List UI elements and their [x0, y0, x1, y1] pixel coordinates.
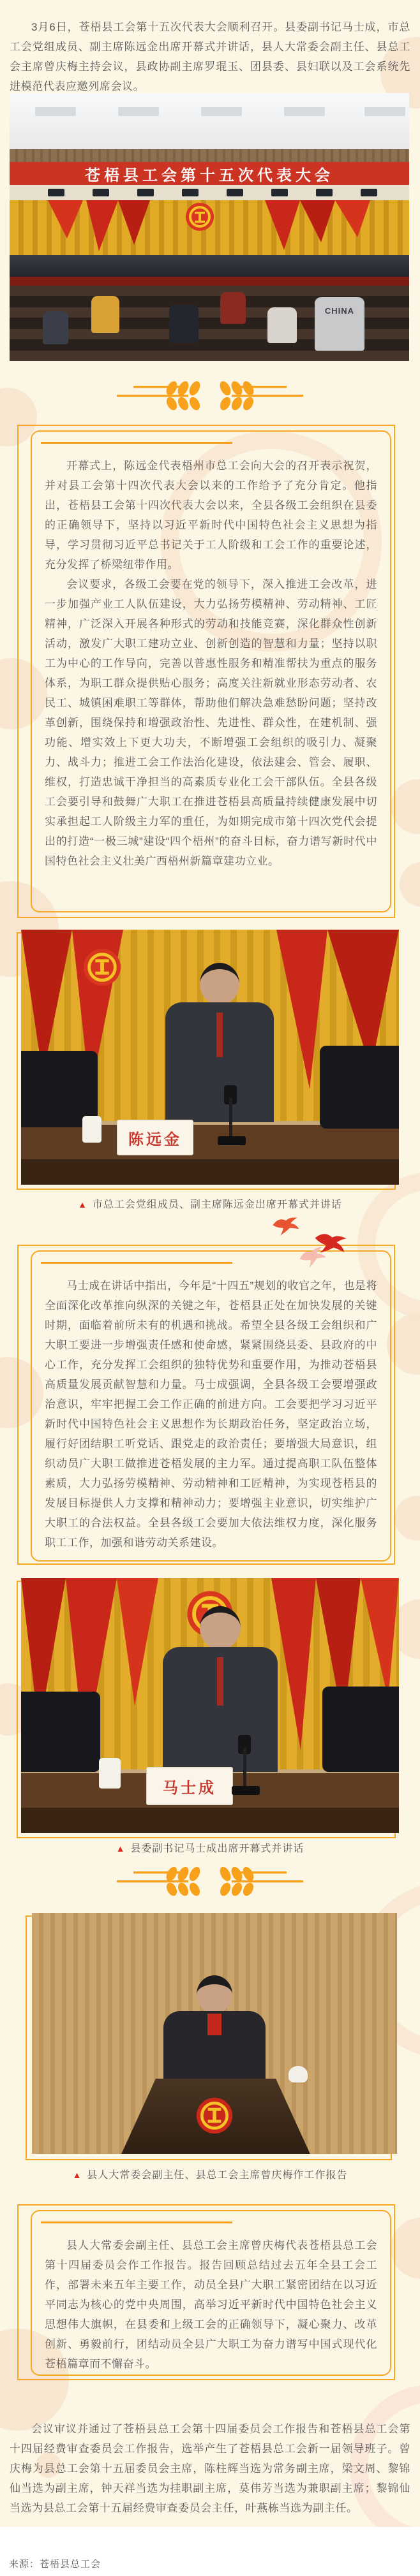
box2-divider: [41, 1262, 232, 1264]
bg-circle-6: [400, 862, 420, 907]
photo2-caption-text: 市总工会党组成员、副主席陈远金出席开幕式并讲话: [92, 1199, 342, 1210]
photo2-cup: [82, 1116, 101, 1143]
text-box-3: [31, 2210, 391, 2376]
dove-icon: [272, 1214, 300, 1238]
photo2-caption: [0, 1196, 420, 1211]
text-box-1: [31, 430, 391, 912]
photo3-caption-text: 县委副书记马士成出席开幕式并讲话: [130, 1843, 304, 1854]
photo-chen-yuanjin-speech[interactable]: [21, 930, 399, 1185]
photo2-speaker: [165, 963, 274, 1122]
photo4-union-logo: [195, 2097, 234, 2135]
text-box-2: [31, 1250, 391, 1562]
photo3-caption: [0, 1840, 420, 1855]
wheat-ornament: [95, 380, 325, 411]
wheat-ornament: [95, 1866, 325, 1896]
photo-ma-shicheng-speech[interactable]: [21, 1578, 399, 1833]
photo2-right-chair: [320, 1046, 399, 1129]
caption-triangle-icon: ▲: [116, 1843, 126, 1854]
photo3-right-chair: [322, 1687, 399, 1772]
box3-divider: [41, 2221, 232, 2223]
photo-congress-hall[interactable]: [10, 93, 409, 361]
photo1-red-flags: [10, 200, 409, 255]
source-line: 来源：苍梧县总工会: [9, 2559, 101, 2570]
photo1-banner-text: 苍梧县工会第十五次代表大会: [85, 166, 334, 184]
dove-icon: [297, 1247, 328, 1268]
box3-paragraph-1: 县人大常委会副主任、县总工会主席曾庆梅代表苍梧县总工会第十四届委员会作工作报告。报告回顾总结过去五年全县工会工作，部署未来五年主要工作，动员全县广大职工紧密团结在以习近平同志为核心的党中央周围，高举习近平新时代中国特色社会主义思想伟大旗帜，在县委和上级工会的正确领导下，凝心聚力、改革创新、勇毅前行，团结动员全县广大职工为奋力谱写中国式现代化苍梧篇章而不懈奋斗。: [45, 2239, 377, 2370]
photo-zeng-qingmei-report[interactable]: [32, 1913, 397, 2154]
photo4-caption-text: 县人大常委会副主任、县总工会主席曾庆梅作工作报告: [87, 2170, 348, 2181]
photo1-light-row: [10, 185, 409, 200]
photo3-microphone: [238, 1735, 266, 1796]
photo3-cup: [99, 1758, 121, 1789]
caption-triangle-icon: ▲: [72, 2170, 82, 2180]
box1-paragraph-2: 会议要求，各级工会要在党的领导下，深入推进工会改革，进一步加强产业工人队伍建设，大力弘扬劳模精神、劳动精神、工匠精神，广泛深入开展各种形式的劳动和技能竞赛，深化群众性创新活动，激发广大职工建功立业、创新创造的智慧和力量；坚持以职工为中心的工作导向，完善以普惠性服务和精准帮扶为重点的服务体系，为职工群众提供贴心服务；高度关注新就业形态劳动者、农民工、城镇困难职工等群体，帮助他们解决急难愁盼问题；坚持改革创新，围绕保持和增强政治性、先进性、群众性，在建机制、强功能、增实效上下更大功夫，不断增强工会组织的吸引力、凝聚力、战斗力；推进工会工作法治化建设，依法建会、管会、履职、维权，打造忠诚干净担当的高素质专业化工会干部队伍。全县各级工会要引导和鼓舞广大职工在推进苍梧县高质量持续健康发展中切实承担起工人阶级主力军的重任，为如期完成市第十四次党代会提出的打造“一极三城”建设“四个梧州”的奋斗目标，奋力谱写新时代中国特色社会主义壮美广西梧州新篇章建功立业。: [45, 578, 377, 867]
photo1-banner: [10, 162, 409, 185]
photo2-name-card-text: 陈远金: [128, 1131, 182, 1148]
photo1-china-text: CHINA: [324, 306, 355, 316]
photo1-rostrum: [10, 255, 409, 277]
photo1-table-skirt: [10, 277, 409, 286]
box2-paragraph-1: 马士成在讲话中指出，今年是“十四五”规划的收官之年，也是将全面深化改革推向纵深的关键之年，苍梧县正处在加快发展的关键时期，面临着前所未有的机遇和挑战。希望全县各级工会组织和广大职工要进一步增强责任感和使命感，紧紧围绕县委、县政府的中心工作，充分发挥工会组织的独特优势和重要作用，为推动苍梧县高质量发展贡献智慧和力量。马士成强调，全县各级工会要增强政治意识，牢牢把握工会工作正确的前进方向。工会要把学习习近平新时代中国特色社会主义思想作为长期政治任务，坚定政治立场，履行好团结职工听党话、跟党走的政治责任；要增强大局意识，组织动员广大职工做推进苍梧发展的主力军。通过提高职工队伍整体素质，大力弘扬劳模精神、劳动精神和工匠精神，为实现苍梧县的发展目标提供人力支撑和精神动力；要增强主业意识，切实维护广大职工的合法权益。全县各级工会要加大依法维权力度，深化服务职工工作，加强和谐劳动关系建设。: [45, 1280, 377, 1549]
photo2-microphone: [224, 1085, 252, 1146]
box1-divider: [41, 442, 232, 444]
bg-circle-9: [394, 1496, 420, 1540]
photo3-name-card: [146, 1767, 233, 1805]
intro-paragraph: 3月6日，苍梧县工会第十五次代表大会顺利召开。县委副书记马士成，市总工会党组成员、副主席陈远金出席开幕式并讲话，县人大常委会副主任、县总工会主席曾庆梅主持会议，县政协副主席罗琨玉、团县委、县妇联以及工会系统先进模范代表应邀列席会议。: [10, 21, 410, 92]
photo1-wood-wall: [10, 149, 409, 162]
photo1-audience: [10, 286, 409, 361]
photo4-caption: [0, 2167, 420, 2181]
photo1-ceiling: [10, 93, 409, 149]
photo3-name-card-text: 马士成: [163, 1779, 216, 1797]
photo3-left-chair: [21, 1692, 100, 1772]
photo2-table: [21, 1121, 399, 1185]
photo2-name-card: [117, 1120, 193, 1155]
closing-paragraph: 会议审议并通过了苍梧县总工会第十四届委员会工作报告和苍梧县总工会第十四届经费审查委员会工作报告，选举产生了苍梧县总工会新一届领导班子。曾庆梅为县总工会第十五届委员会主席，陈柱辉当选为常务副主席，梁文周、黎锦仙当选为副主席，钟天祥当选为挂职副主席，莫伟芳当选为兼职副主席；黎锦仙当选为县总工会第十五届经费审查委员会主任，叶燕栋当选为副主任。: [10, 2423, 410, 2514]
photo4-speaker: [163, 1975, 266, 2090]
photo4-kettle: [289, 2066, 308, 2082]
box1-paragraph-1: 开幕式上，陈远金代表梧州市总工会向大会的召开表示祝贺，并对县工会第十四次代表大会以来的工作给予了充分肯定。他指出，苍梧县工会第十四次代表大会以来，全县各级工会组织在县委的正确领导下，坚持以习近平新时代中国特色社会主义思想为指导，学习贯彻习近平总书记关于工人阶级和工会工作的重要论述，充分发挥了桥梁纽带作用。: [45, 460, 377, 571]
photo1-china-jacket: [315, 297, 364, 351]
photo2-union-logo: [82, 948, 122, 987]
caption-triangle-icon: ▲: [78, 1199, 87, 1210]
